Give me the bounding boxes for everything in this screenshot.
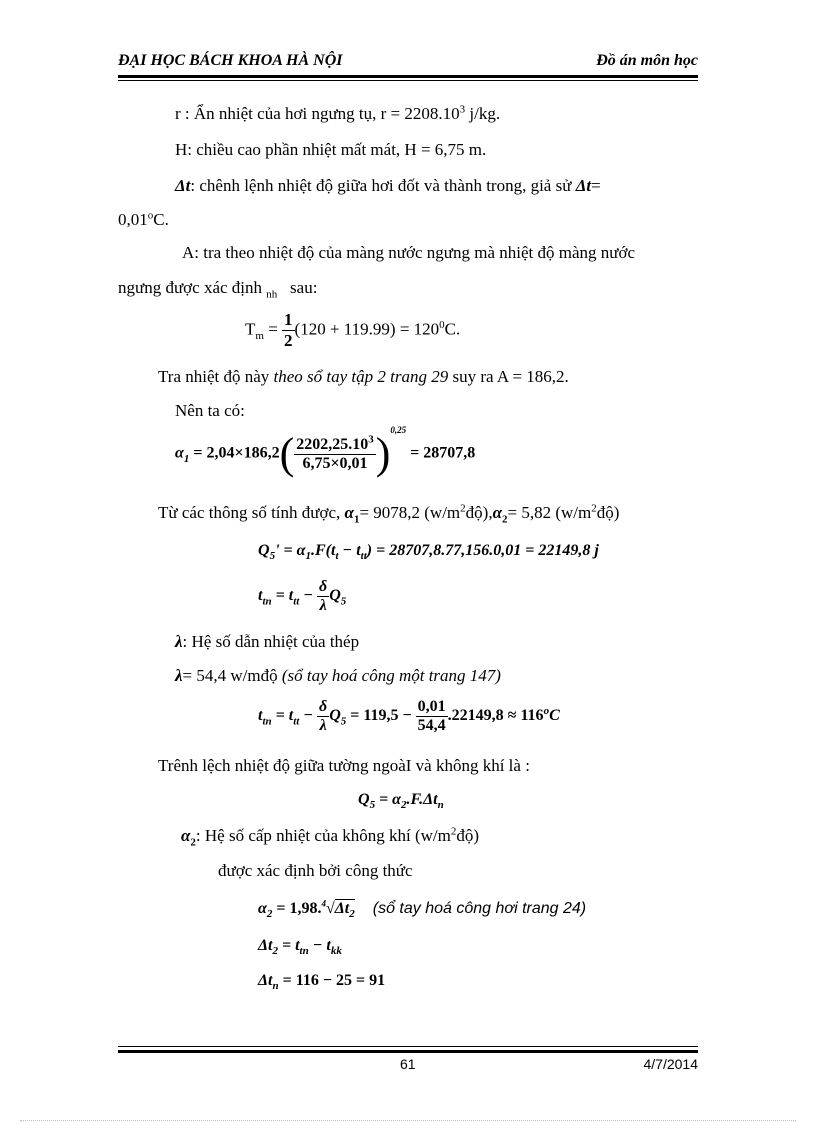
line-condensate-temp: ngưng được xác định $_{nh}$ sau: bbox=[118, 278, 318, 301]
header-rule-thick bbox=[118, 75, 698, 78]
line-lambda-def: λ: Hệ số dẫn nhiệt của thép bbox=[175, 632, 360, 651]
header-rule-thin bbox=[118, 80, 698, 81]
header-institution: ĐẠI HỌC BÁCH KHOA HÀ NỘI bbox=[118, 52, 343, 69]
line-delta-t-value: 0,01$^o$C. bbox=[118, 209, 169, 229]
line-therefore: Nên ta có: bbox=[175, 401, 245, 420]
line-lookup-a: Tra nhiệt độ này theo sổ tay tập 2 trang 29 suy ra A = 186,2. bbox=[158, 367, 569, 386]
page-edge-dotted bbox=[20, 1120, 796, 1121]
footer-date: 4/7/2014 bbox=[643, 1056, 698, 1072]
equation-alpha2: $\alpha_2 = 1,98.^4√\Delta t_2$ (sổ tay hoá công hơi trang 24) bbox=[258, 898, 587, 921]
equation-tm: $T_m$ = $\frac{1}{2}$ $(120 + 119.99) = 120^0C$. bbox=[245, 310, 461, 350]
line-alpha2-def: $\alpha_2$: Hệ số cấp nhiệt của không khí $(w/m^2độ)$ bbox=[181, 825, 480, 849]
equation-tn-result: $t_{tn} = t_{tt}$ − $\frac{\delta}{\lambda}$ $Q_5 = 119,5$ − $\frac{0,01}{54,4}$ $.22149,8 \approx 116^oC$ bbox=[258, 698, 560, 734]
line-lambda-value: λ= 54,4 w/mđộ (sổ tay hoá công một trang 147) bbox=[175, 666, 501, 685]
equation-q5: $Q_5 = \alpha_2.F.\Delta t_n$ bbox=[358, 791, 444, 812]
header-doc-type: Đồ án môn học bbox=[596, 52, 698, 69]
line-coefficients: Từ các thông số tính được, $\alpha_1= 9078,2$ $(w/m^2độ),\alpha_2= 5,82$ $(w/m^2độ)$ bbox=[158, 502, 620, 526]
line-latent-heat: r : Ẩn nhiệt của hơi ngưng tụ, $r = 2208.10^3$ j/kg. bbox=[175, 103, 501, 123]
equation-delta-t2: $\Delta t_2 = t_{tn} - t_{kk}$ bbox=[258, 937, 342, 958]
page-number: 61 bbox=[400, 1056, 416, 1072]
line-delta-t: Δt: chênh lệnh nhiệt độ giữa hơi đốt và thành trong, giả sử Δt= bbox=[175, 176, 601, 195]
line-coefficient-a: A: tra theo nhiệt độ của màng nước ngưng mà nhiệt độ màng nước bbox=[182, 243, 636, 262]
footer-rule-thick bbox=[118, 1050, 698, 1053]
equation-q5-prime: $Q_5' = \alpha_1.F(t_t - t_{tt}) = 28707,8.77,156.0,01 = 22149,8$ j bbox=[258, 542, 599, 563]
line-temp-difference: Trênh lệch nhiệt độ giữa tường ngoàI và không khí là : bbox=[158, 756, 530, 775]
equation-delta-tn: $\Delta t_n = 116 - 25 = 91$ bbox=[258, 972, 386, 993]
equation-tn: $t_{tn} = t_{tt}$ − $\frac{\delta}{\lambda}$ $Q_5$ bbox=[258, 578, 347, 614]
line-height: H: chiều cao phần nhiệt mất mát, H = 6,75 m. bbox=[175, 140, 487, 159]
equation-alpha1: $\alpha_1 = 2,04\times 186,2$( $\frac{2202,25.10^3}{6,75\times 0,01}$ )$^{0,25}$ = 28707,8 bbox=[175, 425, 476, 478]
footer-rule-thin bbox=[118, 1046, 698, 1047]
line-determined-by: được xác định bởi công thức bbox=[218, 861, 413, 880]
